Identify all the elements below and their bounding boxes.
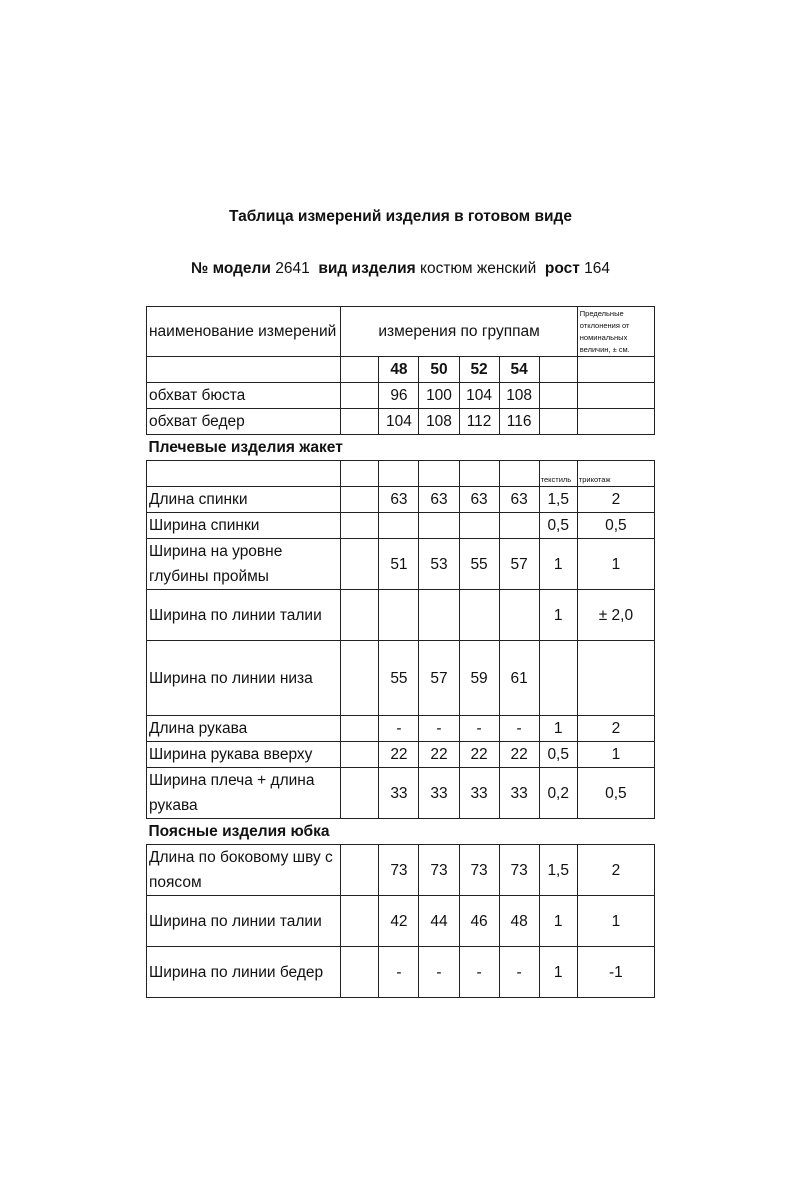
size-value: - bbox=[459, 716, 499, 742]
size-value bbox=[379, 513, 419, 539]
table-row bbox=[147, 539, 655, 590]
size-value bbox=[459, 513, 499, 539]
size-value: - bbox=[419, 947, 459, 998]
kind-label: вид изделия bbox=[318, 260, 416, 277]
tolerance-knit: 0,5 bbox=[577, 513, 654, 539]
table-cell bbox=[539, 383, 577, 409]
tolerance-textile: 1 bbox=[539, 539, 577, 590]
measurement-sheet bbox=[146, 204, 655, 998]
tolerance-knit: 0,5 bbox=[577, 768, 654, 819]
size-value: 96 bbox=[379, 383, 419, 409]
size-value: 22 bbox=[379, 742, 419, 768]
size-value: 104 bbox=[379, 409, 419, 435]
size-value bbox=[499, 590, 539, 641]
size-value: 44 bbox=[419, 896, 459, 947]
header-tolerance: Предельные отклонения от номинальных величин, ± см. bbox=[577, 307, 654, 357]
size-value: 33 bbox=[419, 768, 459, 819]
size-row bbox=[147, 357, 655, 383]
size-value: 108 bbox=[419, 409, 459, 435]
subheader-textile: текстиль bbox=[539, 461, 577, 487]
measure-name: Ширина плеча + длина рукава bbox=[147, 768, 341, 819]
size-value: 57 bbox=[419, 641, 459, 716]
measure-name: обхват бедер bbox=[147, 409, 341, 435]
table-cell bbox=[341, 357, 379, 383]
table-cell bbox=[419, 461, 459, 487]
table-cell bbox=[341, 590, 379, 641]
measure-name: Ширина на уровне глубины проймы bbox=[147, 539, 341, 590]
size-value: 55 bbox=[459, 539, 499, 590]
height-value: 164 bbox=[584, 260, 611, 277]
table-row bbox=[147, 641, 655, 716]
size-value: - bbox=[499, 947, 539, 998]
subheader-row bbox=[147, 461, 655, 487]
table-row bbox=[147, 409, 655, 435]
size-value: 100 bbox=[419, 383, 459, 409]
subheader-knit: трикотаж bbox=[577, 461, 654, 487]
table-row bbox=[147, 947, 655, 998]
tolerance-textile: 1,5 bbox=[539, 845, 577, 896]
table-cell bbox=[341, 742, 379, 768]
table-cell bbox=[539, 357, 577, 383]
size-value: 33 bbox=[459, 768, 499, 819]
size-48: 48 bbox=[379, 357, 419, 383]
table-cell bbox=[341, 539, 379, 590]
tolerance-textile: 0,5 bbox=[539, 513, 577, 539]
table-row bbox=[147, 716, 655, 742]
size-value: 59 bbox=[459, 641, 499, 716]
size-54: 54 bbox=[499, 357, 539, 383]
tolerance-textile: 1 bbox=[539, 947, 577, 998]
table-cell bbox=[341, 641, 379, 716]
size-value bbox=[419, 513, 459, 539]
table-row bbox=[147, 487, 655, 513]
table-cell bbox=[341, 383, 379, 409]
model-number: 2641 bbox=[275, 260, 310, 277]
table-row bbox=[147, 513, 655, 539]
tolerance-knit: 2 bbox=[577, 487, 654, 513]
height-label: рост bbox=[544, 260, 580, 277]
tolerance-knit: 1 bbox=[577, 742, 654, 768]
table-cell bbox=[577, 357, 654, 383]
size-value: 48 bbox=[499, 896, 539, 947]
table-cell bbox=[341, 487, 379, 513]
tolerance-textile: 1,5 bbox=[539, 487, 577, 513]
table-cell bbox=[341, 716, 379, 742]
size-value: 55 bbox=[379, 641, 419, 716]
size-value: 112 bbox=[459, 409, 499, 435]
size-value: 53 bbox=[419, 539, 459, 590]
table-cell bbox=[379, 461, 419, 487]
table-cell bbox=[341, 845, 379, 896]
size-value: 22 bbox=[459, 742, 499, 768]
table-cell bbox=[147, 357, 341, 383]
measure-name: Длина спинки bbox=[147, 487, 341, 513]
tolerance-textile bbox=[539, 641, 577, 716]
section-jacket-title: Плечевые изделия жакет bbox=[148, 439, 343, 456]
size-value: 46 bbox=[459, 896, 499, 947]
table-cell bbox=[341, 768, 379, 819]
table-cell bbox=[577, 383, 654, 409]
table-cell bbox=[539, 409, 577, 435]
size-value bbox=[499, 513, 539, 539]
measure-name: Длина по боковому шву с поясом bbox=[147, 845, 341, 896]
measurement-table bbox=[146, 306, 655, 998]
header-size-groups: измерения по группам bbox=[341, 307, 577, 357]
size-value: 22 bbox=[419, 742, 459, 768]
measure-name: Ширина спинки bbox=[147, 513, 341, 539]
spacer bbox=[146, 230, 655, 256]
measure-name: Ширина по линии бедер bbox=[147, 947, 341, 998]
size-value: 73 bbox=[499, 845, 539, 896]
measure-name: Ширина рукава вверху bbox=[147, 742, 341, 768]
table-cell bbox=[341, 947, 379, 998]
table-cell bbox=[341, 896, 379, 947]
size-value: - bbox=[379, 716, 419, 742]
table-row bbox=[147, 896, 655, 947]
size-value bbox=[379, 590, 419, 641]
size-value bbox=[459, 590, 499, 641]
size-value: 57 bbox=[499, 539, 539, 590]
size-value: 116 bbox=[499, 409, 539, 435]
header-measure-name: наименование измерений bbox=[147, 307, 341, 357]
table-row bbox=[147, 590, 655, 641]
model-label: № модели bbox=[190, 260, 271, 277]
tolerance-textile: 1 bbox=[539, 590, 577, 641]
size-value: - bbox=[419, 716, 459, 742]
size-value: 63 bbox=[499, 487, 539, 513]
size-50: 50 bbox=[419, 357, 459, 383]
table-header-row bbox=[147, 307, 655, 357]
size-52: 52 bbox=[459, 357, 499, 383]
table-row bbox=[147, 768, 655, 819]
measure-name: Ширина по линии талии bbox=[147, 590, 341, 641]
size-value: 63 bbox=[379, 487, 419, 513]
tolerance-knit bbox=[577, 641, 654, 716]
table-cell bbox=[459, 461, 499, 487]
size-value: - bbox=[459, 947, 499, 998]
tolerance-textile: 0,5 bbox=[539, 742, 577, 768]
table-cell bbox=[341, 461, 379, 487]
size-value: 63 bbox=[419, 487, 459, 513]
measure-name: Ширина по линии низа bbox=[147, 641, 341, 716]
tolerance-knit: 1 bbox=[577, 539, 654, 590]
size-value: 33 bbox=[499, 768, 539, 819]
tolerance-knit: 2 bbox=[577, 845, 654, 896]
kind-value: костюм женский bbox=[420, 260, 537, 277]
table-row bbox=[147, 383, 655, 409]
tolerance-knit: -1 bbox=[577, 947, 654, 998]
size-value: 73 bbox=[419, 845, 459, 896]
size-value: 61 bbox=[499, 641, 539, 716]
measure-name: Длина рукава bbox=[147, 716, 341, 742]
table-cell bbox=[341, 409, 379, 435]
size-value: 73 bbox=[379, 845, 419, 896]
spacer bbox=[146, 282, 655, 306]
section-row bbox=[147, 435, 655, 461]
size-value: 63 bbox=[459, 487, 499, 513]
measure-name: обхват бюста bbox=[147, 383, 341, 409]
tolerance-knit: 2 bbox=[577, 716, 654, 742]
document-title: Таблица измерений изделия в готовом виде bbox=[229, 208, 572, 225]
tolerance-knit: 1 bbox=[577, 896, 654, 947]
size-value: 51 bbox=[379, 539, 419, 590]
section-row bbox=[147, 819, 655, 845]
size-value: - bbox=[499, 716, 539, 742]
table-cell bbox=[147, 461, 341, 487]
size-value: 104 bbox=[459, 383, 499, 409]
size-value: 108 bbox=[499, 383, 539, 409]
size-value bbox=[419, 590, 459, 641]
size-value: 73 bbox=[459, 845, 499, 896]
size-value: 33 bbox=[379, 768, 419, 819]
section-skirt-title: Поясные изделия юбка bbox=[148, 823, 330, 840]
tolerance-textile: 1 bbox=[539, 896, 577, 947]
table-cell bbox=[577, 409, 654, 435]
table-cell bbox=[499, 461, 539, 487]
size-value: 22 bbox=[499, 742, 539, 768]
table-cell bbox=[341, 513, 379, 539]
table-row bbox=[147, 845, 655, 896]
table-row bbox=[147, 742, 655, 768]
size-value: 42 bbox=[379, 896, 419, 947]
tolerance-textile: 0,2 bbox=[539, 768, 577, 819]
tolerance-knit: ± 2,0 bbox=[577, 590, 654, 641]
measure-name: Ширина по линии талии bbox=[147, 896, 341, 947]
size-value: - bbox=[379, 947, 419, 998]
tolerance-textile: 1 bbox=[539, 716, 577, 742]
model-info-line bbox=[146, 256, 655, 282]
